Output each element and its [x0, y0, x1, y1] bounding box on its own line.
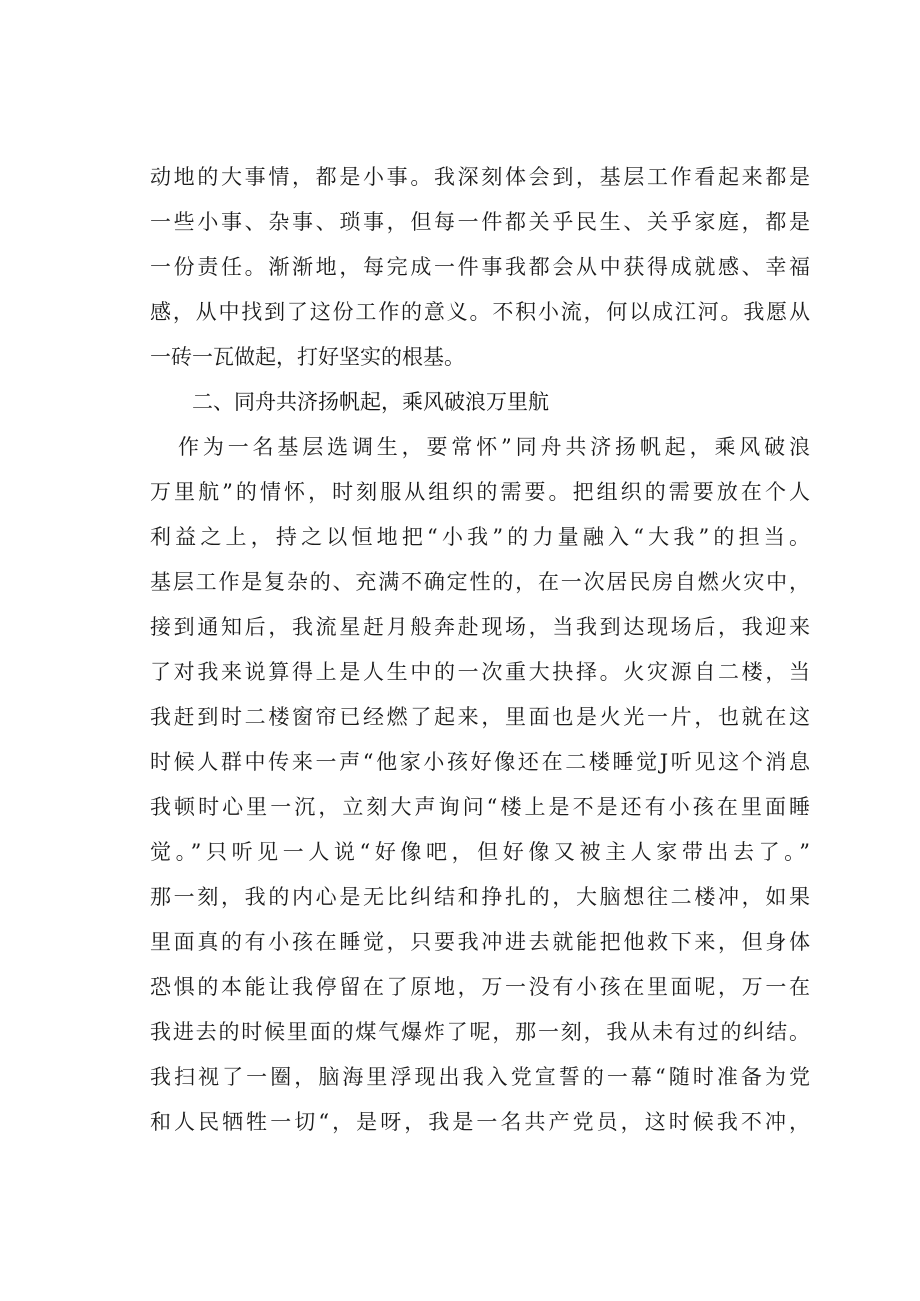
paragraph-line: 我赶到时二楼窗帘已经燃了起来，里面也是火光一片，也就在这 [150, 705, 810, 729]
paragraph-line: 万里航”的情怀，时刻服从组织的需要。把组织的需要放在个人 [150, 480, 810, 504]
paragraph-line: 我扫视了一圈，脑海里浮现出我入党宣誓的一幕“随时准备为党 [150, 1065, 810, 1089]
paragraph-line: 接到通知后，我流星赶月般奔赴现场，当我到达现场后，我迎来 [150, 615, 810, 639]
paragraph-line: 恐惧的本能让我停留在了原地，万一没有小孩在里面呢，万一在 [150, 975, 810, 999]
paragraph-line: 一些小事、杂事、琐事，但每一件都关乎民生、关乎家庭，都是 [150, 210, 810, 234]
paragraph-line: 基层工作是复杂的、充满不确定性的，在一次居民房自燃火灾中， [150, 570, 810, 594]
paragraph-line: 感，从中找到了这份工作的意义。不积小流，何以成江河。我愿从 [150, 300, 810, 324]
paragraph-line: 利益之上，持之以恒地把“小我”的力量融入“大我”的担当。 [150, 525, 810, 549]
paragraph-line: 了对我来说算得上是人生中的一次重大抉择。火灾源自二楼，当 [150, 660, 810, 684]
paragraph-line: 我进去的时候里面的煤气爆炸了呢，那一刻，我从未有过的纠结。 [150, 1020, 810, 1044]
paragraph-line: 作为一名基层选调生，要常怀”同舟共济扬帆起，乘风破浪 [178, 435, 810, 459]
paragraph-line: 一砖一瓦做起，打好坚实的根基。 [150, 345, 465, 369]
paragraph-line: 觉。”只听见一人说“好像吧，但好像又被主人家带出去了。” [150, 840, 810, 864]
paragraph-line: 我顿时心里一沉，立刻大声询问“楼上是不是还有小孩在里面睡 [150, 795, 810, 819]
paragraph-line: 和人民牺牲一切“，是呀，我是一名共产党员，这时候我不冲， [150, 1110, 810, 1134]
document-body [150, 155, 810, 1145]
section-heading: 二、同舟共济扬帆起，乘风破浪万里航 [192, 390, 549, 414]
paragraph-line: 动地的大事情，都是小事。我深刻体会到，基层工作看起来都是 [150, 165, 810, 189]
paragraph-line: 时候人群中传来一声“他家小孩好像还在二楼睡觉J听见这个消息 [150, 750, 810, 774]
paragraph-line: 那一刻，我的内心是无比纠结和挣扎的，大脑想往二楼冲，如果 [150, 885, 810, 909]
paragraph-line: 里面真的有小孩在睡觉，只要我冲进去就能把他救下来，但身体 [150, 930, 810, 954]
paragraph-line: 一份责任。渐渐地，每完成一件事我都会从中获得成就感、幸福 [150, 255, 810, 279]
